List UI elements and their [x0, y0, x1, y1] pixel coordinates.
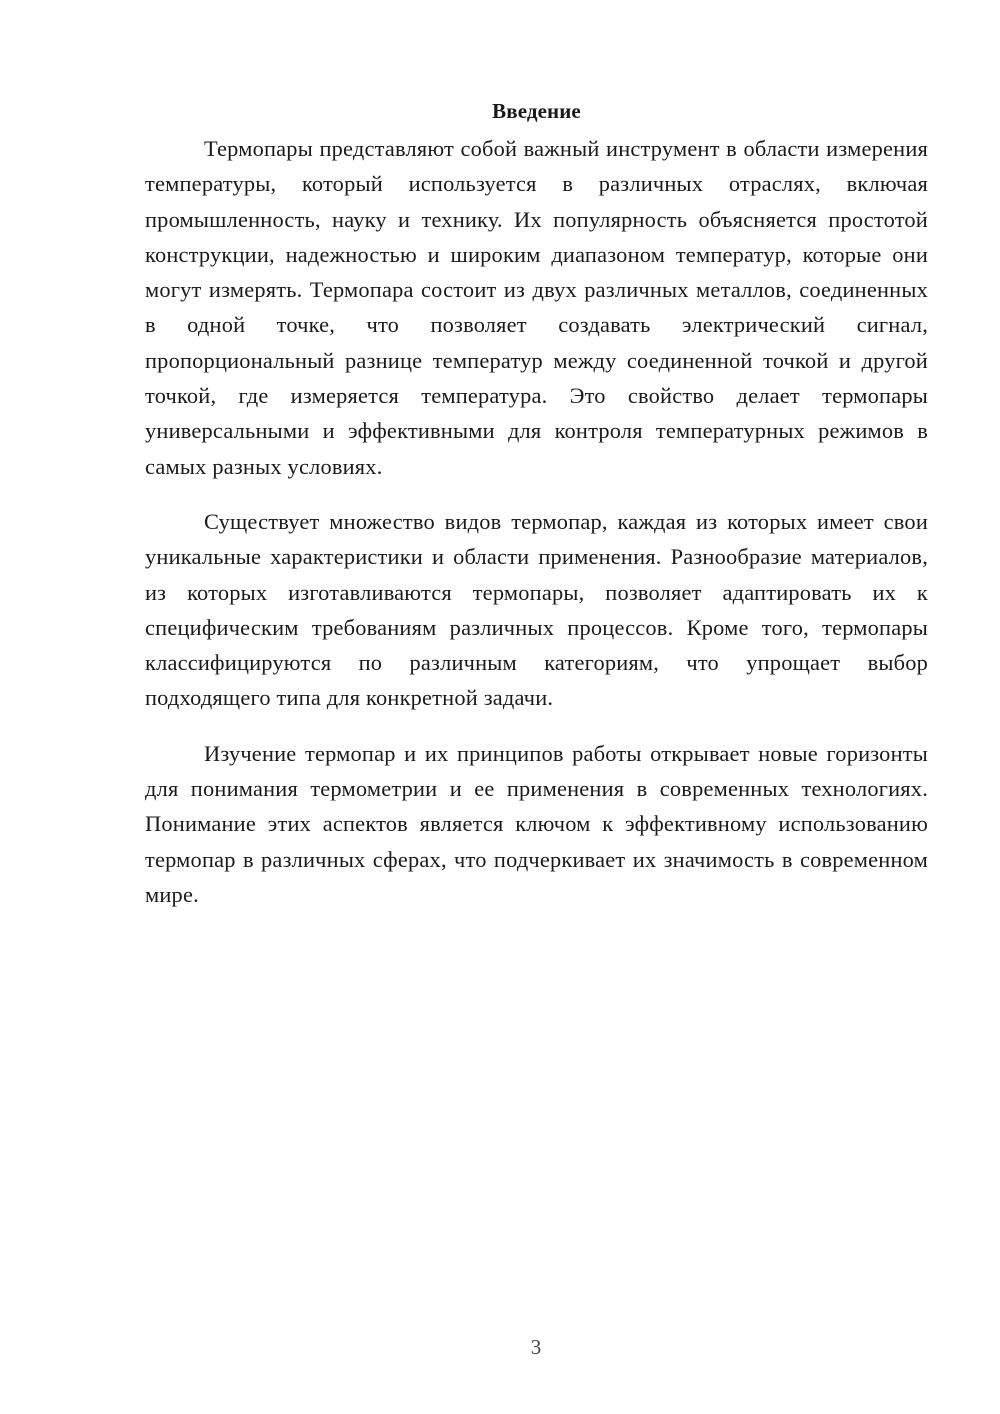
section-heading: Введение	[492, 99, 581, 123]
paragraph-study: Изучение термопар и их принципов работы открывает новые горизонты для понимания термометрии и ее применения в современных технологиях. Понимание этих аспектов является ключом к эффективному использованию термопар в различных сферах, что подчеркивает их значимость в современном мире.	[145, 740, 928, 907]
page-content	[145, 96, 928, 932]
page-number: 3	[530, 1335, 542, 1359]
paragraph-intro: Термопары представляют собой важный инструмент в области измерения температуры, который используется в различных отраслях, включая промышленность, науку и технику. Их популярность объясняется простотой конструкции, надежностью и широким диапазоном температур, которые они могут измерять. Термопара состоит из двух различных металлов, соединенных в одной точке, что позволяет создавать электрический сигнал, пропорциональный разнице температур между соединенной точкой и другой точкой, где измеряется температура. Это свойство делает термопары универсальными и эффективными для контроля температурных режимов в самых разных условиях.	[145, 136, 928, 479]
paragraph-types: Существует множество видов термопар, каждая из которых имеет свои уникальные характеристики и области применения. Разнообразие материалов, из которых изготавливаются термопары, позволяет адаптировать их к специфическим требованиям различных процессов. Кроме того, термопары классифицируются по различным категориям, что упрощает выбор подходящего типа для конкретной задачи.	[145, 508, 928, 711]
